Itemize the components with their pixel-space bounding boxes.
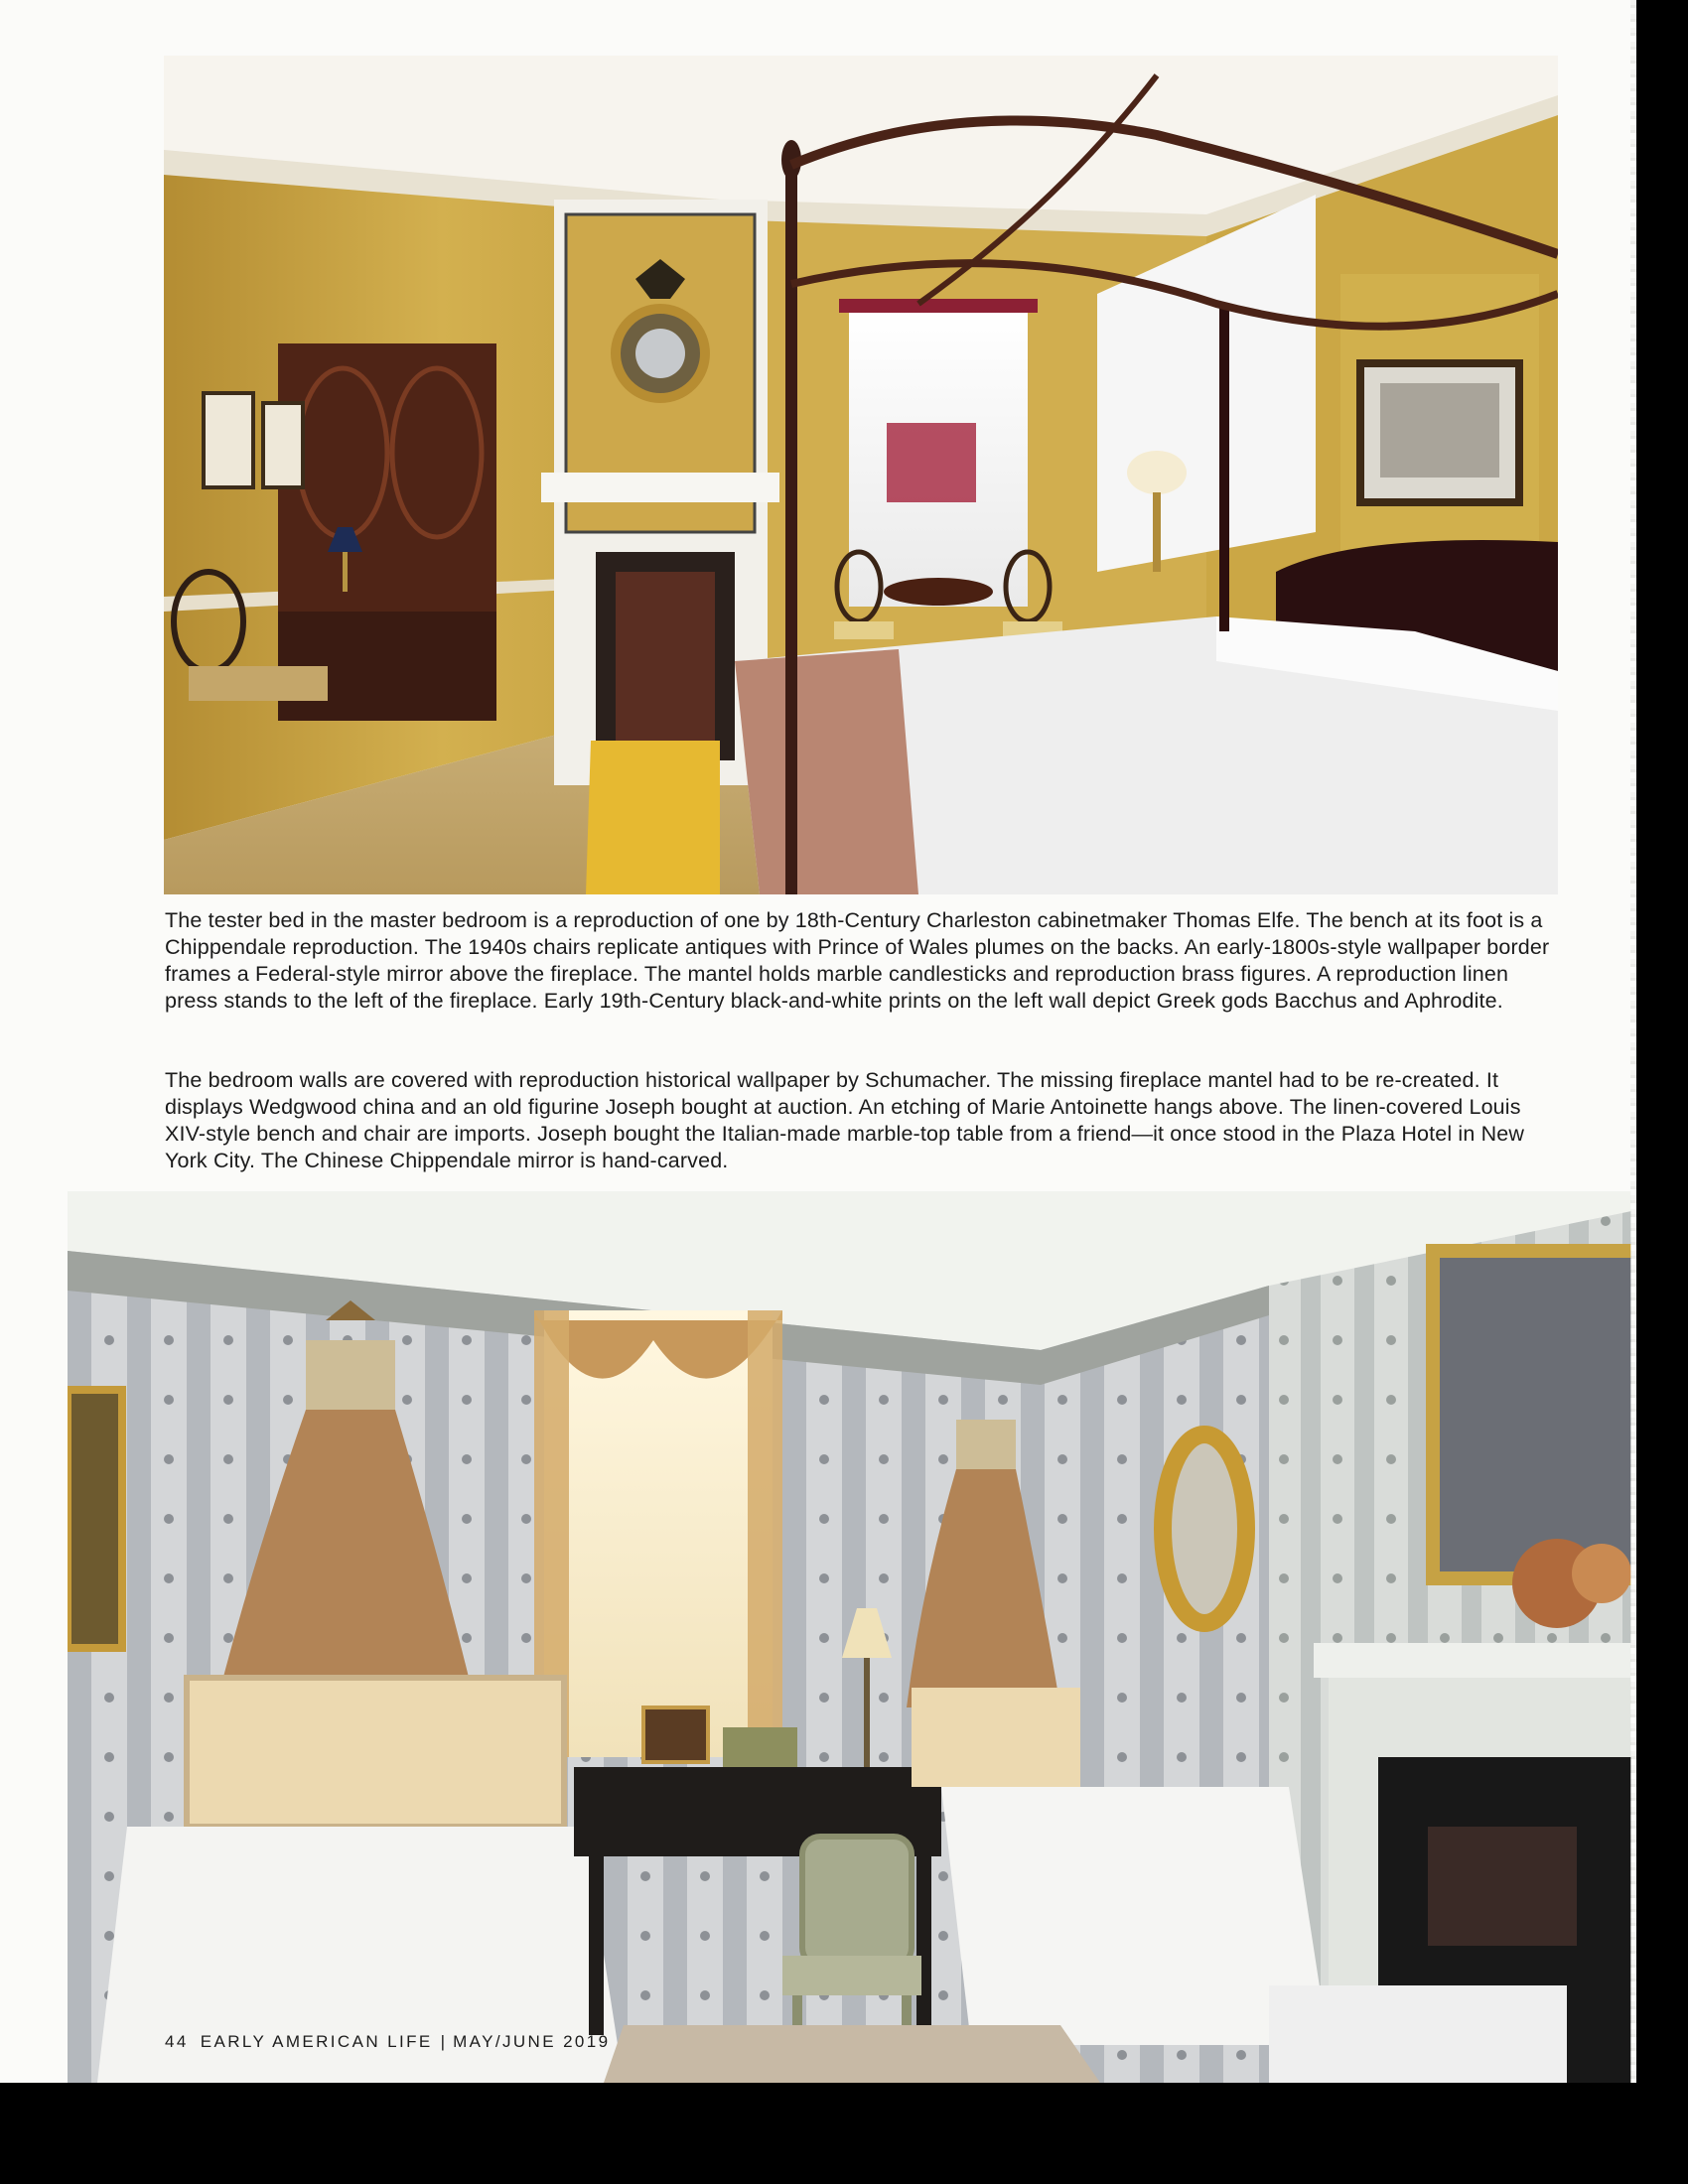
master-bedroom-caption: The tester bed in the master bedroom is a reproduction of one by 18th-Century Charleston cabinetmaker Thomas Elfe. The bench at its foot is a Chippendale reproduction. The 1940s chairs replicate antiques with Prince of Wales plumes on the backs. An early-1800s-style wallpaper border frames a Federal-style mirror above the fireplace. The mantel holds marble candlesticks and reproduction brass figures. A reproduction linen press stands to the left of the fireplace. Early 19th-Century black-and-white prints on the left wall depict Greek gods Bacchus and Aphrodite. [165,908,1550,1013]
guest-bedroom-photo [68,1191,1631,2083]
guest-bedroom-caption: The bedroom walls are covered with reproduction historical wallpaper by Schumacher. The missing fireplace mantel had to be re-created. It displays Wedgwood china and an old figurine Joseph bought at auction. An etching of Marie Antoinette hangs above. The linen-covered Louis XIV-style bench and chair are imports. Joseph bought the Italian-made marble-top table from a friend—it once stood in the Plaza Hotel in New York City. The Chinese Chippendale mirror is hand-carved. [165,1068,1525,1172]
magazine-title: EARLY AMERICAN LIFE [200,2032,433,2051]
guest-bedroom-illustration [68,1191,1631,2083]
folio-line [165,2032,611,2052]
master-bedroom-illustration [164,56,1558,894]
issue-date: MAY/JUNE 2019 [453,2032,611,2051]
folio-separator: | [440,2032,446,2051]
page-number: 44 [165,2032,189,2051]
master-bedroom-photo [164,56,1558,894]
torn-page-edge [1630,0,1636,2083]
